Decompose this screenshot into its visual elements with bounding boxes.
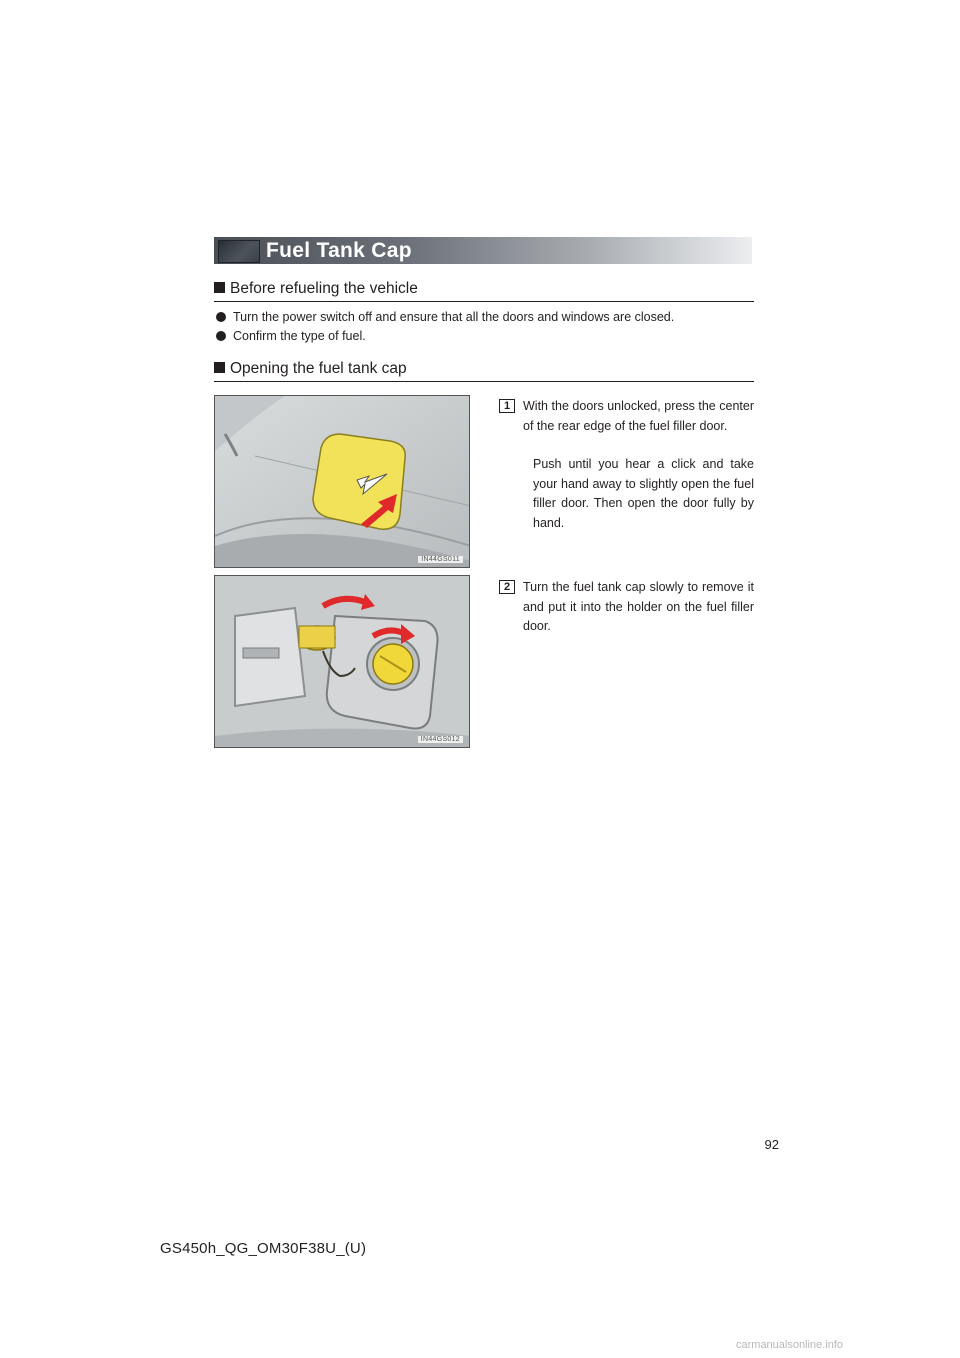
bullet-item [216, 327, 366, 345]
step-number-badge: 1 [499, 399, 515, 413]
heading-square-icon [214, 362, 225, 373]
bullet-dot-icon [216, 331, 226, 341]
image-code: IN44GS012 [418, 736, 463, 743]
section-heading-text: Opening the fuel tank cap [230, 360, 407, 377]
step-detail: Push until you hear a click and take your hand away to slightly open the fuel filler door. Then open the door fully by hand. [533, 457, 754, 530]
page-title: Fuel Tank Cap [266, 239, 412, 262]
bullet-item [216, 308, 674, 326]
fuel-door-illustration [215, 396, 470, 568]
section-heading-opening-cap [214, 359, 754, 382]
bullet-dot-icon [216, 312, 226, 322]
step-instruction: Turn the fuel tank cap slowly to remove it and put it into the holder on the fuel filler door. [523, 580, 754, 633]
section-heading-before-refueling [214, 279, 754, 302]
watermark: carmanualsonline.info [736, 1339, 844, 1351]
fuel-cap-illustration [215, 576, 470, 748]
section-heading-text: Before refueling the vehicle [230, 280, 418, 297]
image-code: IN44GS011 [418, 556, 463, 563]
step-instruction: With the doors unlocked, press the center of the rear edge of the fuel filler door. [523, 399, 754, 433]
document-code: GS450h_QG_OM30F38U_(U) [160, 1240, 367, 1257]
title-swatch [218, 240, 260, 263]
step-number-badge: 2 [499, 580, 515, 594]
heading-square-icon [214, 282, 225, 293]
bullet-text: Turn the power switch off and ensure that all the doors and windows are closed. [233, 310, 675, 324]
bullet-text: Confirm the type of fuel. [233, 329, 366, 343]
section-title-bar [214, 237, 752, 264]
page-number: 92 [764, 1137, 779, 1152]
fuel-door-photo [214, 395, 470, 568]
fuel-cap-photo [214, 575, 470, 748]
